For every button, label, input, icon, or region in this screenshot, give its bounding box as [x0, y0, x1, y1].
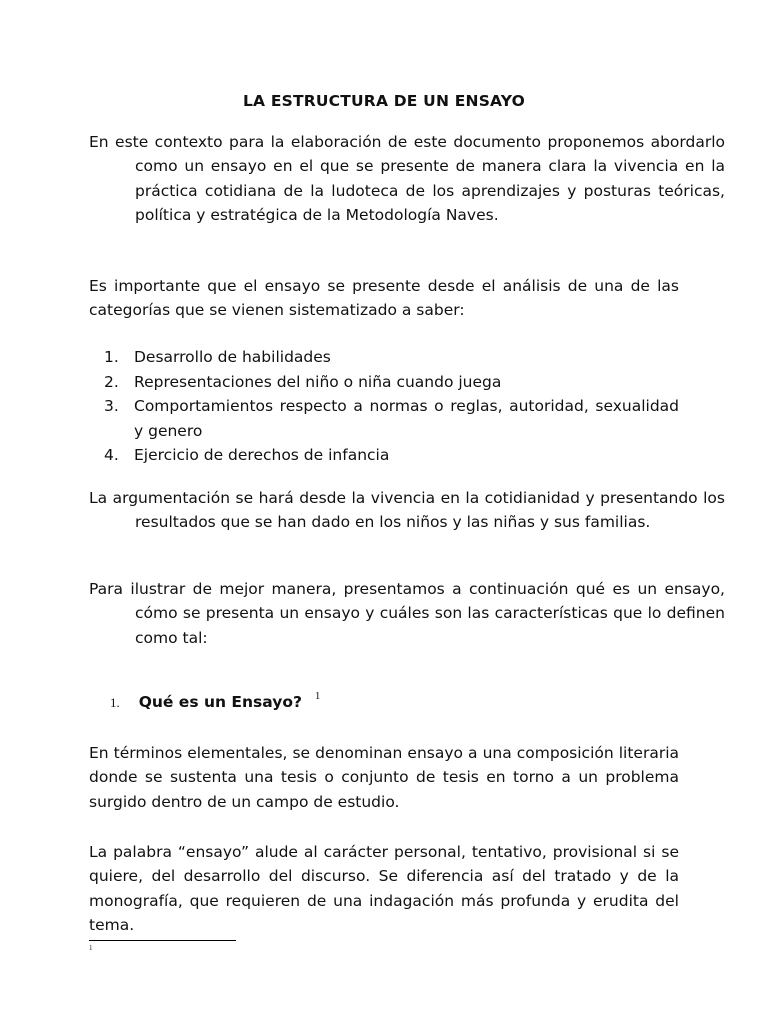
list-item-text: Ejercicio de derechos de infancia — [134, 446, 390, 465]
section-heading-text: Qué es un Ensayo? — [138, 693, 302, 711]
paragraph-context: En este contexto para la elaboración de este documento proponemos abordarlo como un ensayo en el que se presente de manera clara la vivencia en la práctica cotidiana de la ludoteca de los aprendizajes y posturas teóricas, política y estratégica de la Metodología Naves. — [89, 133, 725, 225]
list-item-number: 4. — [104, 446, 119, 465]
section-heading — [110, 690, 320, 711]
footnote-reference: 1 — [314, 690, 321, 702]
footnote-separator — [89, 940, 236, 941]
list-item — [104, 394, 679, 443]
categories-list — [104, 345, 679, 468]
list-item — [104, 370, 679, 395]
paragraph-definition: En términos elementales, se denominan ensayo a una composición literaria donde se sustenta una tesis o conjunto de tesis en torno a un problema surgido dentro de un campo de estudio. — [89, 744, 679, 811]
footnote-number: 1 — [89, 944, 93, 952]
list-item-number: 1. — [104, 348, 119, 366]
list-item-number: 3. — [104, 397, 119, 416]
list-item — [104, 443, 679, 468]
paragraph-importance: Es importante que el ensayo se presente desde el análisis de una de las categorías que se vienen sistematizado a saber: — [89, 277, 679, 320]
document-title: LA ESTRUCTURA DE UN ENSAYO — [242, 92, 526, 110]
list-item — [104, 345, 679, 370]
section-number: 1. — [110, 695, 120, 710]
list-item-text: Representaciones del niño o niña cuando juega — [134, 372, 502, 391]
list-item-text: Desarrollo de habilidades — [134, 348, 331, 366]
list-item-text: Comportamientos respecto a normas o reglas, autoridad, sexualidad y genero — [134, 397, 679, 440]
paragraph-argumentation: La argumentación se hará desde la vivencia en la cotidianidad y presentando los resultados que se han dado en los niños y las niñas y sus familias. — [89, 489, 725, 532]
list-item-number: 2. — [104, 372, 119, 391]
paragraph-illustrate: Para ilustrar de mejor manera, presentamos a continuación qué es un ensayo, cómo se presenta un ensayo y cuáles son las características que lo definen como tal: — [89, 580, 725, 647]
paragraph-word-essay: La palabra “ensayo” alude al carácter personal, tentativo, provisional si se quiere, del desarrollo del discurso. Se diferencia así del tratado y de la monografía, que requieren de una indagación más profunda y erudita del tema. — [89, 843, 679, 935]
